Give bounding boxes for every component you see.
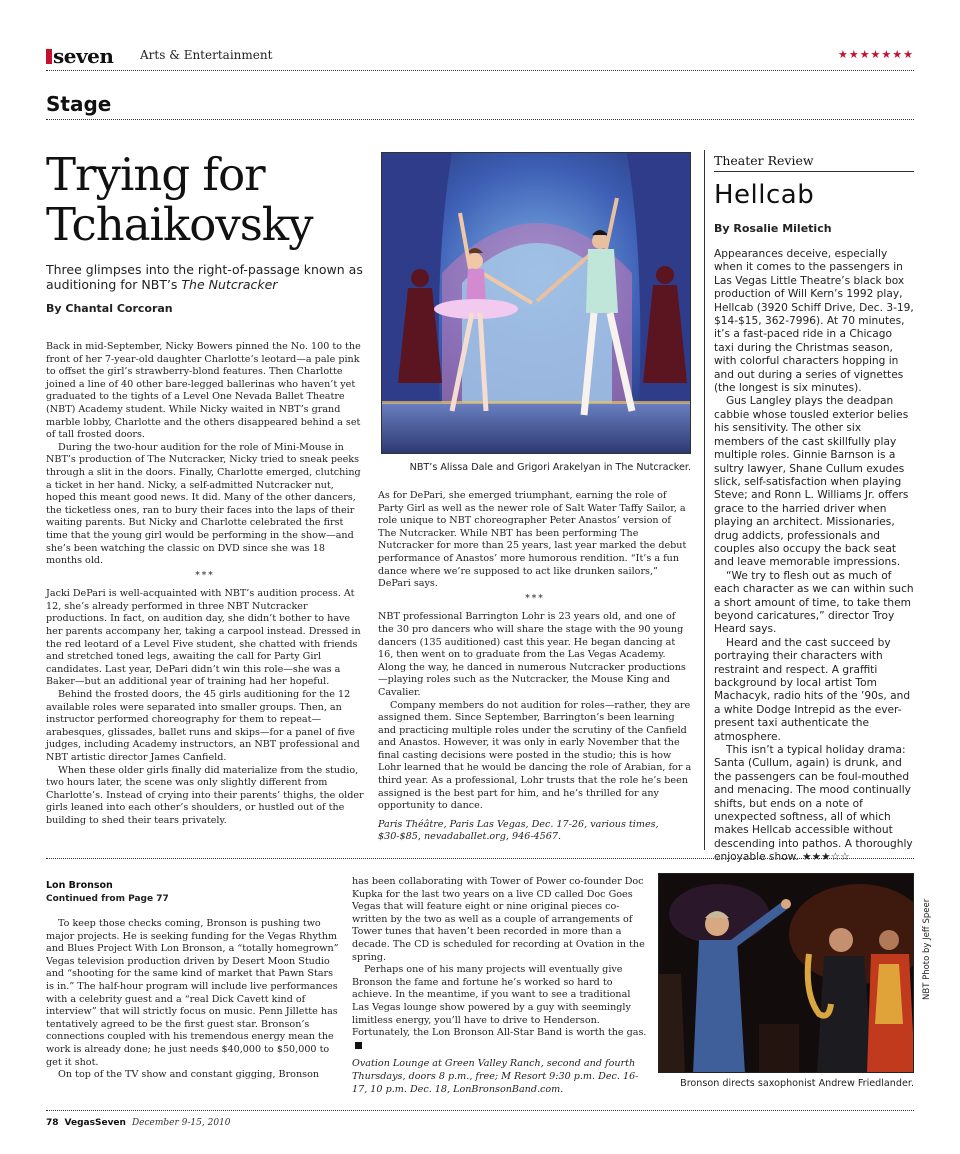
paragraph (352, 964, 648, 1052)
paragraph: Gus Langley plays the deadpan cabbie whose tousled exterior belies his sensitivity. The other six members of the cast skillfully play multiple roles. Ginnie Barnson is a sultry lawyer, Shane Cullum exudes slick, self-satisfaction when playing Steve; and Ronn L. Williams Jr. offers grace to the harried driver when playing an architect. Missionaries, drug addicts, professionals and couples also occupy the back seat and leave memorable impressions. (714, 395, 909, 569)
lower-divider (46, 858, 914, 859)
end-mark-icon (355, 1042, 362, 1049)
continued-story-title: Lon Bronson (46, 880, 113, 891)
paragraph: Appearances deceive, especially when it comes to the passengers in Las Vegas Little Theatre’s black box production of Will Kern’s 1992 play, Hellcab (3920 Schiff Drive, Dec. 3-19, $14-$15, 362-7996). At 70 minutes, it’s a fast-paced ride in a Chicago taxi during the Christmas season, with colorful characters hopping in and out during a series of vignettes (the longest is six minutes). (714, 248, 914, 395)
paragraph: During the two-hour audition for the role of Mini-Mouse in NBT’s production of The Nutcracker, Nicky tried to sneak peeks through a slit in the doors. Finally, Charlotte emerged, clutching a ticket in her hand. Nicky, a self-admitted Nutcracker nut, hoped this meant good news. It did. Many of the other dancers, the ticketless ones, ran to bury their faces into the laps of their waiting parents. But Nicky and Charlotte celebrated the first time that the young girl would be performing in the show—and she’s been watching the classic on DVD since she was 18 months old. (46, 441, 361, 567)
continued-from-label: Continued from Page 77 (46, 894, 169, 904)
paragraph: Behind the frosted doors, the 45 girls auditioning for the 12 available roles were separated into smaller groups. Then, an instructor performed choreography for them to repeat—arabesques, glissades, ballet runs and skips—for a panel of five judges, including Academy instructors, an NBT professional and NBT artistic director James Canfield. (46, 689, 360, 763)
bronson-column-1 (46, 918, 342, 1082)
bronson-photo (658, 873, 914, 1073)
brand-name: seven (53, 44, 114, 68)
photo-credit: NBT Photo by Jeff Speer (922, 898, 932, 1000)
review-rating: ★★★☆☆ (802, 851, 850, 864)
issue-date: December 9-15, 2010 (131, 1118, 231, 1128)
article-column-2 (378, 490, 692, 844)
review-byline: By Rosalie Miletich (714, 222, 832, 235)
review-title: Hellcab (714, 180, 815, 210)
page-footer (46, 1118, 231, 1128)
stage-divider (46, 119, 914, 120)
logo-bar (46, 49, 52, 64)
paragraph: has been collaborating with Tower of Power co-founder Doc Kupka for the last two years on a live CD called Doc Goes Vegas that will feature eight or nine original pieces co-written by the two as well as a couple of arrangements of Tower tunes that haven’t been recorded in more than a decade. The CD is scheduled for recording at Ovation in the spring. (352, 876, 645, 963)
header-divider (46, 70, 914, 71)
section-separator: *** (195, 570, 215, 581)
page-number: 78 (46, 1118, 59, 1128)
bronson-column-2 (352, 876, 648, 1096)
footer-divider (46, 1110, 914, 1111)
paragraph-text: This isn’t a typical holiday drama: Santa (Cullum, again) is drunk, and the passengers can be foul-mouthed and menacing. The mood continually shifts, but ends on a note of unexpected softness, all of which makes Hellcab accessible without descending into pathos. A thoroughly enjoyable show. (714, 744, 913, 864)
paragraph: Company members do not audition for roles—rather, they are assigned them. Since September, Barrington’s been learning and practicing multiple roles under the scrutiny of the Canfield and Anastos. However, it was only in early November that the final casting decisions were posted in the studio; this is how Lohr learned that he would be dancing the role of Arabian, for a third year. As a professional, Lohr trusts that the role he’s been assigned is the best part for him, and he’s thrilled for any opportunity to dance. (378, 699, 692, 812)
caption-text: NBT’s Alissa Dale and Grigori Arakelyan in The Nutcracker. (409, 462, 691, 473)
dek-text: Three glimpses into the right-of-passage known as auditioning for NBT’s (46, 262, 363, 292)
paragraph: On top of the TV show and constant gigging, Bronson (58, 1069, 320, 1081)
magazine-name: VegasSeven (64, 1118, 126, 1128)
stage-section-title: Stage (46, 92, 112, 116)
review-kicker: Theater Review (714, 153, 814, 168)
article-byline: By Chantal Corcoran (46, 302, 173, 315)
sidebar-rule (704, 150, 705, 850)
section-separator: *** (525, 593, 545, 604)
dek-italic: The Nutcracker (181, 277, 278, 292)
ballet-stage-image (382, 153, 691, 454)
paragraph: As for DePari, she emerged triumphant, earning the role of Party Girl as well as the newer role of Salt Water Taffy Sailor, a role unique to NBT choreographer Peter Anastos’ version of The Nutcracker. While NBT has been performing The Nutcracker for more than 25 years, last year marked the debut performance of Anastos’ more humorous rendition. “It’s a fun dance where we’re supposed to act like drunken sailors,” DePari says. (378, 490, 687, 590)
bronson-band-image (659, 874, 914, 1073)
paragraph: NBT professional Barrington Lohr is 23 years old, and one of the 30 pro dancers who will share the stage with the 90 young dancers (135 auditioned) cast this year. He began dancing at 16, then went on to graduate from the Las Vegas Academy. Along the way, he danced in numerous Nutcracker productions—playing roles such as the Nutcracker, the Mouse King and Cavalier. (378, 611, 686, 698)
paragraph-text: Perhaps one of his many projects will eventually give Bronson the fame and fortune he’s worked so hard to achieve. In the meantime, if you want to see a traditional Las Vegas lounge show powered by a guy with seemingly limitless energy, you’ll have to drive to Henderson. Fortunately, the Lon Bronson All-Star Band is worth the gas. (352, 964, 647, 1039)
bronson-photo-caption: Bronson directs saxophonist Andrew Friedlander. (680, 1078, 914, 1089)
header-stars: ★★★★★★★ (837, 48, 914, 61)
paragraph: When these older girls finally did materialize from the studio, two hours later, the scene was only slightly different from Charlotte’s. Instead of crying into their parents’ thighs, the older girls leaned into each other’s shoulders, or hustled out of the building to shed their tears privately. (46, 764, 364, 826)
paragraph (714, 744, 914, 865)
paragraph: Heard and the cast succeed by portraying their characters with restraint and respect. A graffiti background by local artist Tom Machacyk, radio hits of the ’90s, and a white Dodge Intrepid as the ever-present taxi authenticate the atmosphere. (714, 636, 911, 743)
review-kicker-rule (714, 171, 914, 172)
section-label: Arts & Entertainment (140, 48, 273, 62)
article-dek (46, 262, 366, 292)
photo-caption (381, 462, 691, 473)
article-headline: Trying for Tchaikovsky (46, 148, 313, 251)
article-column-1 (46, 341, 364, 828)
paragraph: To keep those checks coming, Bronson is pushing two major projects. He is seeking funding for the Vegas Rhythm and Blues Project With Lon Bronson, a “totally homegrown” Vegas television production driven by Desert Moon Studio and “shooting for the same kind of market that Pawn Stars is in.” The half-hour program will include live performances with a celebrity guest and a “real Dick Cavett kind of interview” that will strictly focus on music. Penn Jillette has tentatively agreed to be the first guest star. Bronson’s connections coupled with his tremendous energy mean the work is already done; he just needs $40,000 to $50,000 to get it shot. (46, 918, 339, 1068)
paragraph: Jacki DePari is well-acquainted with NBT’s audition process. At 12, she’s already performed in three NBT Nutcracker productions. In fact, on audition day, she didn’t bother to have her parents accompany her, taking a carpool instead. Dressed in the red leotard of a Level Five student, she chatted with friends and stretched toned legs, awaiting the call for Party Girl candidates. Last year, DePari didn’t win this role—she was a Baker—but an additional year of training had her hopeful. (46, 588, 361, 688)
review-body (714, 248, 914, 865)
paragraph: “We try to flesh out as much of each character as we can within such a short amount of time, to take them beyond caricatures,” director Troy Heard says. (714, 569, 914, 636)
paragraph: Back in mid-September, Nicky Bowers pinned the No. 100 to the front of her 7-year-old daughter Charlotte’s leotard—a pale pink to offset the girl’s strawberry-blond features. Then Charlotte joined a line of 40 other bare-legged ballerinas who haven’t yet graduated to the tights of a Level One Nevada Ballet Theatre (NBT) Academy student. While Nicky waited in NBT’s grand marble lobby, Charlotte and the others disappeared behind a set of tall frosted doors. (46, 341, 361, 441)
brand-logo (46, 44, 113, 68)
event-listing: Paris Théâtre, Paris Las Vegas, Dec. 17-26, various times, $30-$85, nevadaballet.org, 946-4567. (378, 818, 659, 843)
nutcracker-photo (381, 152, 691, 454)
event-listing: Ovation Lounge at Green Valley Ranch, second and fourth Thursdays, doors 8 p.m., free; M Resort 9:30 p.m. Dec. 16-17, 10 p.m. Dec. 18, LonBronsonBand.com. (352, 1058, 639, 1095)
